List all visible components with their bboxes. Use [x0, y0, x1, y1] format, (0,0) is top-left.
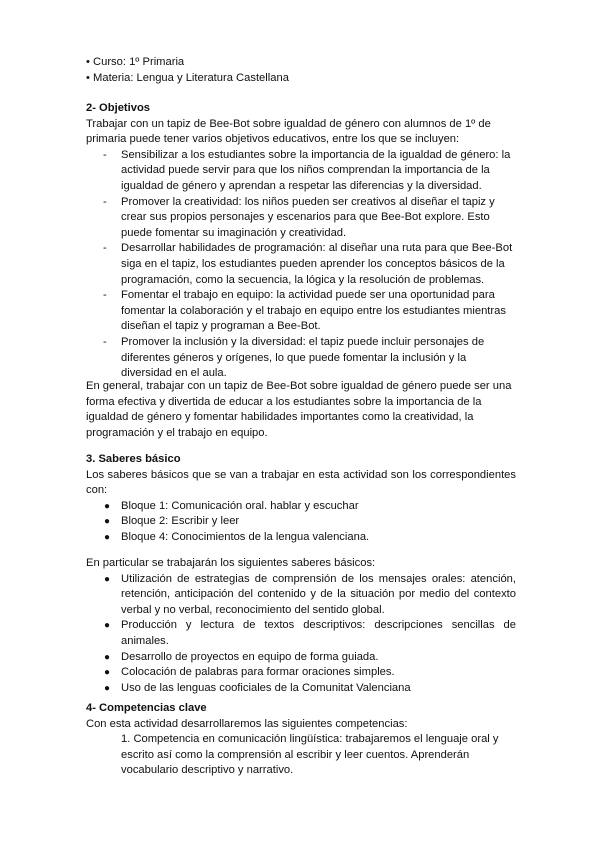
section-objetivos — [86, 101, 516, 382]
section-heading-competencias: 4- Competencias clave — [86, 702, 207, 714]
bullet-marker: ● — [104, 573, 111, 585]
list-item-text: Fomentar el trabajo en equipo: la actividad puede ser una oportunidad para fomentar la colaboración y el trabajo en equipo entre los estudiantes mientras diseñan el tapiz y programan a Bee-Bot. — [121, 289, 506, 333]
bullet-marker: ● — [104, 651, 111, 663]
dash-marker: - — [103, 289, 107, 302]
list-item — [86, 335, 516, 382]
list-item — [86, 514, 516, 530]
section-heading-saberes: 3. Saberes básico — [86, 453, 181, 465]
list-item-text: Bloque 4: Conocimientos de la lengua valenciana. — [121, 530, 370, 543]
list-item-text: Bloque 2: Escribir y leer — [121, 515, 240, 528]
course-line: • Curso: 1º Primaria — [86, 56, 185, 68]
saberes-bloques-list — [86, 499, 516, 546]
list-item — [86, 288, 516, 335]
bullet-marker: ● — [104, 500, 111, 512]
objetivos-intro: Trabajar con un tapiz de Bee-Bot sobre igualdad de género con alumnos de 1º de primaria puede tener varios objetivos educativos, entre los que se incluyen: — [86, 117, 491, 146]
list-item-text: Promover la inclusión y la diversidad: el tapiz puede incluir personajes de diferentes géneros y orígenes, lo que puede fomentar la inclusión y la diversidad en el aula. — [121, 335, 485, 380]
objetivos-list — [86, 148, 516, 382]
list-item-text: Sensibilizar a los estudiantes sobre la importancia de la igualdad de género: la actividad puede servir para que los niños comprendan la importancia de la igualdad de género y aprendan a respetar las diferencias y la diversidad. — [121, 148, 511, 192]
dash-marker: - — [103, 148, 107, 161]
list-item — [86, 241, 516, 288]
list-item-text: Desarrollo de proyectos en equipo de forma guiada. — [121, 650, 379, 663]
competencia-item-1: 1. Competencia en comunicación lingüística: trabajaremos el lenguaje oral y escrito así como la comprensión al escribir y leer cuentos. Aprenderán vocabulario descriptivo y narrativo. — [121, 733, 499, 777]
saberes-particular-list — [86, 572, 516, 697]
dash-marker: - — [103, 335, 107, 348]
list-item-text: Producción y lectura de textos descriptivos: descripciones sencillas de animales. — [121, 619, 516, 647]
list-item — [86, 572, 516, 619]
section-competencias — [86, 701, 516, 779]
list-item — [86, 530, 516, 546]
objetivos-conclusion-block — [86, 379, 516, 441]
dash-marker: - — [103, 242, 107, 255]
section-heading-objetivos: 2- Objetivos — [86, 102, 151, 114]
list-item — [86, 499, 516, 515]
header-info — [86, 55, 516, 86]
list-item-text: Uso de las lenguas cooficiales de la Comunitat Valenciana — [121, 681, 411, 694]
section-saberes — [86, 452, 516, 546]
list-item — [86, 650, 516, 666]
subject-line: • Materia: Lengua y Literatura Castellana — [86, 71, 289, 84]
objetivos-conclusion: En general, trabajar con un tapiz de Bee-Bot sobre igualdad de género puede ser una forma efectiva y divertida de educar a los estudiantes sobre la importancia de la igualdad de género y fomentar habilidades importantes como la creatividad, la programación y el trabajo en equipo. — [86, 380, 512, 439]
dash-marker: - — [103, 195, 107, 208]
saberes-intro: Los saberes básicos que se van a trabajar en esta actividad son los correspondientes con: — [86, 468, 516, 497]
list-item-text: Utilización de estrategias de comprensión de los mensajes orales: atención, retención, anticipación del contenido y de la situación por medio del contexto verbal y no verbal, reconocimiento del sentido global. — [121, 572, 516, 616]
list-item — [86, 618, 516, 649]
list-item-text: Colocación de palabras para formar oraciones simples. — [121, 666, 395, 679]
bullet-marker: ● — [104, 667, 111, 679]
list-item — [86, 148, 516, 195]
list-item — [86, 681, 516, 697]
list-item — [86, 195, 516, 242]
saberes-particular — [86, 556, 516, 696]
competencias-intro: Con esta actividad desarrollaremos las siguientes competencias: — [86, 717, 408, 730]
saberes-particular-intro: En particular se trabajarán los siguientes saberes básicos: — [86, 557, 376, 569]
list-item-text: Desarrollar habilidades de programación: al diseñar una ruta para que Bee-Bot siga en el tapiz, los estudiantes pueden aprender los conceptos básicos de la programación, como la secuencia, la lógica y la resolución de problemas. — [121, 242, 513, 286]
list-item-text: Bloque 1: Comunicación oral. hablar y escuchar — [121, 499, 359, 512]
bullet-marker: ● — [104, 531, 111, 543]
bullet-marker: ● — [104, 682, 111, 694]
bullet-marker: ● — [104, 620, 111, 632]
list-item-text: Promover la creatividad: los niños pueden ser creativos al diseñar el tapiz y crear sus propios personajes y escenarios para que Bee-Bot explore. Esto puede fomentar su imaginación y creatividad. — [121, 195, 495, 239]
bullet-marker: ● — [104, 516, 111, 528]
list-item — [86, 665, 516, 681]
